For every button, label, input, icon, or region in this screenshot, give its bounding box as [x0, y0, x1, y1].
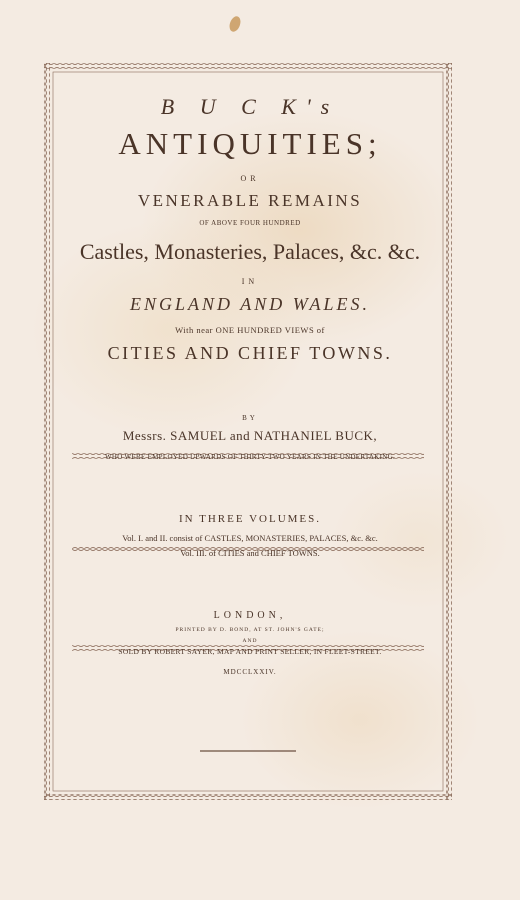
imprint-printer: PRINTED BY D. BOND, AT ST. JOHN'S GATE;: [175, 627, 325, 633]
imprint-and: AND: [242, 638, 258, 644]
by-connector: BY: [242, 414, 258, 422]
imprint-seller: SOLD BY ROBERT SAYER, MAP AND PRINT SELLER, IN FLEET-STREET.: [118, 647, 382, 656]
with-near-line: With near ONE HUNDRED VIEWS of: [175, 325, 325, 335]
castles-line: Castles, Monasteries, Palaces, &c. &c.: [79, 239, 421, 264]
imprint-city: LONDON,: [213, 610, 287, 621]
above-count: OF ABOVE FOUR HUNDRED: [199, 219, 301, 227]
title-possessive: B U C K's: [160, 94, 340, 119]
volume-3: Vol. III. of CITIES and CHIEF TOWNS.: [180, 548, 320, 558]
subtitle: VENERABLE REMAINS: [137, 191, 363, 210]
page-title: ANTIQUITIES;: [118, 126, 382, 161]
author-note: WHO WERE EMPLOYED UPWARDS OF THIRTY-TWO YEARS IN THE UNDERTAKING.: [104, 453, 396, 461]
title-text-block: [50, 70, 450, 676]
cities-line: CITIES AND CHIEF TOWNS.: [107, 343, 393, 363]
places-line: ENGLAND AND WALES.: [130, 294, 370, 314]
frame-top: [44, 63, 452, 69]
frame-bottom: [44, 794, 452, 800]
author-names: Messrs. SAMUEL and NATHANIEL BUCK,: [122, 428, 378, 443]
volumes-heading: IN THREE VOLUMES.: [178, 513, 322, 525]
or-connector: OR: [240, 174, 260, 183]
imprint-date: MDCCLXXIV.: [223, 668, 277, 676]
in-connector: IN: [241, 277, 259, 286]
volumes-1-2: Vol. I. and II. consist of CASTLES, MONASTERIES, PALACES, &c. &c.: [122, 533, 378, 543]
